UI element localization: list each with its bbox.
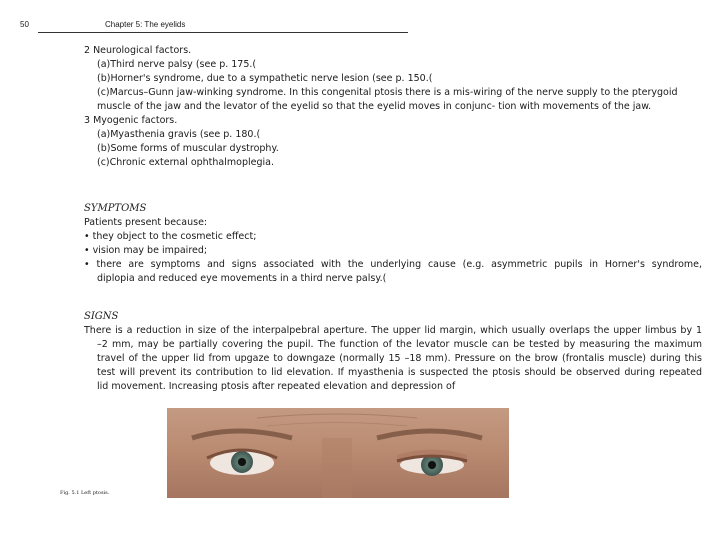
signs-line-3: travel of the upper lid from upgaze to downgaze (normally 15 –18 mm). Pressure on the brow (frontalis muscle) during this [97,353,702,364]
myogenic-factors-title: 3 Myogenic factors. [84,115,178,126]
neuro-item-a: (a)Third nerve palsy (see p. 175.( [97,59,257,70]
ptosis-photo [167,408,509,498]
neuro-item-c: (c)Marcus–Gunn jaw-winking syndrome. In this congenital ptosis there is a mis-wiring of the nerve supply to the pterygoid [97,87,678,98]
symptom-bullet-3-continued: diplopia and reduced eye movements in a third nerve palsy.( [97,273,387,284]
symptom-bullet-1: • they object to the cosmetic effect; [84,231,257,242]
symptom-bullet-2: • vision may be impaired; [84,245,208,256]
neurological-factors-title: 2 Neurological factors. [84,45,192,56]
neuro-item-b: (b)Horner's syndrome, due to a sympathetic nerve lesion (see p. 150.( [97,73,433,84]
myo-item-a: (a)Myasthenia gravis (see p. 180.( [97,129,261,140]
signs-line-1: There is a reduction in size of the interpalpebral aperture. The upper lid margin, which usually overlaps the upper limbus by 1 [84,325,702,336]
myo-item-b: (b)Some forms of muscular dystrophy. [97,143,279,154]
signs-line-2: –2 mm, may be partially covering the pupil. The function of the levator muscle can be tested by measuring the maximum [97,339,702,350]
symptoms-section [84,202,702,286]
symptoms-heading: SYMPTOMS [84,203,147,214]
signs-section [84,310,702,394]
causes-section [84,44,702,170]
symptoms-intro: Patients present because: [84,217,208,228]
symptom-bullet-3: • there are symptoms and signs associated with the underlying cause (e.g. asymmetric pupils in Horner's syndrome, [84,259,702,270]
myo-item-c: (c)Chronic external ophthalmoplegia. [97,157,274,168]
running-header: Chapter 5: The eyelids [105,20,186,29]
signs-line-4: test will prevent its contribution to lid elevation. If myasthenia is suspected the ptosis should be observed during repeated [97,367,702,378]
page-number: 50 [20,20,29,29]
ptosis-photo-illustration [167,408,509,498]
figure-caption: Fig. 5.1 Left ptosis. [60,490,110,496]
signs-line-5: lid movement. Increasing ptosis after repeated elevation and depression of [97,381,456,392]
neuro-item-c-continued: muscle of the jaw and the levator of the eyelid so that the eyelid moves in conjunc- tion with movements of the jaw. [97,101,652,112]
signs-heading: SIGNS [84,311,119,322]
header-rule [38,32,408,33]
